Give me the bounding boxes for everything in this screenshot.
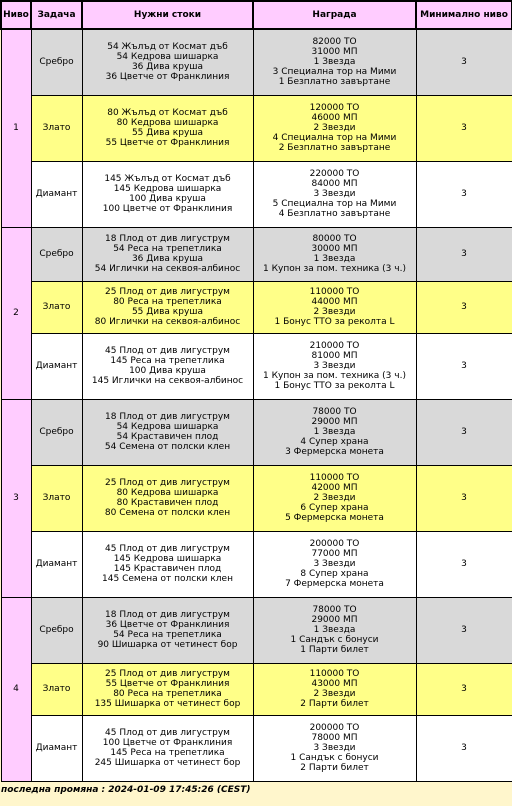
goods-line: 54 Реса на трепетлика — [113, 244, 222, 254]
goods-line: 54 Краставичен плод — [116, 432, 219, 442]
goods-line: 145 Иглички на секвоя-албинос — [91, 376, 244, 386]
goods-line: 55 Цветче от Франклиния — [105, 679, 230, 689]
reward-line: 42000 МП — [311, 483, 358, 493]
reward-cell — [253, 227, 416, 281]
task-name-cell: Сребро — [31, 399, 82, 465]
goods-line: 18 Плод от див лигуструм — [105, 412, 230, 422]
reward-cell — [253, 29, 416, 95]
goods-line: 80 Семена от полски клен — [104, 508, 231, 518]
reward-line: 3 Звезди — [313, 743, 356, 753]
reward-line: 110000 ТО — [309, 473, 360, 483]
goods-line: 36 Дива круша — [131, 254, 204, 264]
reward-line: 46000 МП — [311, 113, 358, 123]
reward-line: 4 Супер храна — [300, 437, 369, 447]
goods-cell — [82, 663, 253, 715]
task-name-cell: Сребро — [31, 227, 82, 281]
reward-line: 77000 МП — [311, 549, 358, 559]
reward-line: 7 Фермерска монета — [285, 579, 384, 589]
goods-line: 100 Цветче от Франклиния — [102, 204, 233, 214]
goods-line: 45 Плод от див лигуструм — [105, 346, 230, 356]
goods-cell — [82, 399, 253, 465]
goods-line: 80 Жълъд от Космат дъб — [107, 108, 228, 118]
reward-line: 80000 ТО — [312, 234, 357, 244]
reward-line: 78000 ТО — [312, 605, 357, 615]
reward-line: 1 Звезда — [313, 254, 356, 264]
goods-cell — [82, 227, 253, 281]
reward-line: 200000 ТО — [309, 723, 360, 733]
goods-line: 54 Жълъд от Космат дъб — [107, 42, 228, 53]
goods-line: 54 Иглички на секвоя-албинос — [94, 264, 241, 274]
goods-line: 100 Дива круша — [129, 194, 206, 204]
table-row — [1, 95, 512, 161]
task-name-cell: Злато — [31, 663, 82, 715]
reward-line: 84000 МП — [311, 179, 358, 189]
goods-line: 55 Дива круша — [131, 128, 204, 138]
goods-line: 25 Плод от див лигуструм — [105, 669, 230, 679]
goods-cell — [82, 281, 253, 333]
header-min-level: Минимално ниво — [416, 1, 512, 29]
reward-cell — [253, 531, 416, 597]
header-reward: Награда — [253, 1, 416, 29]
header-task: Задача — [31, 1, 82, 29]
reward-line: 200000 ТО — [309, 539, 360, 549]
reward-line: 43000 МП — [311, 679, 358, 689]
goods-line: 80 Реса на трепетлика — [113, 689, 222, 699]
reward-line: 6 Супер храна — [300, 503, 369, 513]
goods-cell — [82, 333, 253, 399]
task-name-cell: Сребро — [31, 29, 82, 95]
reward-line: 78000 МП — [311, 733, 358, 743]
goods-line: 90 Шишарка от четинест бор — [97, 640, 238, 650]
reward-line: 1 Парти билет — [300, 645, 369, 655]
goods-line: 36 Цветче от Франклиния — [105, 620, 230, 630]
reward-cell — [253, 281, 416, 333]
reward-line: 2 Звезди — [313, 307, 356, 317]
table-row — [1, 465, 512, 531]
goods-line: 80 Кедрова шишарка — [116, 118, 219, 128]
reward-line: 29000 МП — [311, 417, 358, 427]
goods-line: 45 Плод от див лигуструм — [105, 544, 230, 554]
table-row — [1, 715, 512, 781]
goods-line: 55 Дива круша — [131, 307, 204, 317]
reward-line: 31000 МП — [311, 47, 358, 58]
task-name-cell: Диамант — [31, 531, 82, 597]
goods-line: 145 Кедрова шишарка — [113, 554, 222, 564]
reward-cell — [253, 333, 416, 399]
level-cell: 4 — [1, 597, 31, 781]
goods-cell — [82, 29, 253, 95]
reward-line: 1 Бонус ТТО за реколта L — [274, 381, 395, 391]
task-name-cell: Сребро — [31, 597, 82, 663]
goods-line: 54 Кедрова шишарка — [116, 422, 219, 432]
reward-line: 1 Сандък с бонуси — [290, 635, 379, 645]
goods-line: 145 Кедрова шишарка — [113, 184, 222, 194]
min-level-cell: 3 — [416, 227, 512, 281]
reward-line: 29000 МП — [311, 615, 358, 625]
min-level-cell: 3 — [416, 399, 512, 465]
table-row — [1, 281, 512, 333]
goods-cell — [82, 161, 253, 227]
task-name-cell: Злато — [31, 281, 82, 333]
goods-line: 54 Реса на трепетлика — [113, 630, 222, 640]
table-row — [1, 161, 512, 227]
reward-line: 2 Звезди — [313, 493, 356, 503]
min-level-cell: 3 — [416, 161, 512, 227]
min-level-cell: 3 — [416, 597, 512, 663]
reward-line: 5 Специална тор на Мими — [272, 199, 397, 209]
level-cell: 2 — [1, 227, 31, 399]
reward-line: 44000 МП — [311, 297, 358, 307]
reward-line: 3 Звезди — [313, 559, 356, 569]
reward-line: 1 Купон за пом. техника (3 ч.) — [263, 371, 406, 381]
reward-line: 82000 ТО — [312, 37, 357, 48]
reward-line: 210000 ТО — [309, 341, 360, 351]
table-row — [1, 399, 512, 465]
table-body — [1, 29, 512, 781]
min-level-cell: 3 — [416, 29, 512, 95]
goods-line: 145 Реса на трепетлика — [110, 748, 225, 758]
goods-cell — [82, 95, 253, 161]
goods-line: 25 Плод от див лигуструм — [105, 478, 230, 488]
reward-line: 78000 ТО — [312, 407, 357, 417]
goods-cell — [82, 597, 253, 663]
reward-line: 3 Фермерска монета — [285, 447, 384, 457]
reward-cell — [253, 663, 416, 715]
min-level-cell: 3 — [416, 531, 512, 597]
reward-cell — [253, 399, 416, 465]
reward-line: 4 Безплатно завъртане — [278, 209, 391, 219]
reward-line: 1 Сандък с бонуси — [290, 753, 379, 763]
header-level: Ниво — [1, 1, 31, 29]
reward-line: 3 Звезди — [313, 361, 356, 371]
header-goods: Нужни стоки — [82, 1, 253, 29]
reward-line: 3 Специална тор на Мими — [272, 67, 397, 78]
goods-line: 100 Дива круша — [129, 366, 206, 376]
task-name-cell: Злато — [31, 95, 82, 161]
goods-line: 145 Жълъд от Космат дъб — [104, 174, 231, 184]
reward-line: 3 Звезди — [313, 189, 356, 199]
reward-line: 2 Парти билет — [300, 699, 369, 709]
min-level-cell: 3 — [416, 95, 512, 161]
goods-line: 80 Реса на трепетлика — [113, 297, 222, 307]
reward-line: 4 Специална тор на Мими — [272, 133, 397, 143]
reward-line: 1 Безплатно завъртане — [278, 77, 391, 88]
reward-line: 1 Купон за пом. техника (3 ч.) — [263, 264, 406, 274]
reward-line: 81000 МП — [311, 351, 358, 361]
goods-line: 36 Дива круша — [131, 62, 204, 73]
reward-cell — [253, 715, 416, 781]
reward-cell — [253, 161, 416, 227]
min-level-cell: 3 — [416, 281, 512, 333]
reward-cell — [253, 465, 416, 531]
goods-line: 25 Плод от див лигуструм — [105, 287, 230, 297]
reward-line: 2 Звезди — [313, 123, 356, 133]
last-modified: последна промяна : 2024-01-09 17:45:26 (CEST) — [1, 784, 251, 795]
reward-line: 2 Парти билет — [300, 763, 369, 773]
header-row — [1, 1, 512, 29]
reward-line: 2 Звезди — [313, 689, 356, 699]
table-row — [1, 531, 512, 597]
goods-cell — [82, 465, 253, 531]
reward-line: 1 Звезда — [313, 57, 356, 68]
level-cell: 3 — [1, 399, 31, 597]
goods-line: 80 Иглички на секвоя-албинос — [94, 317, 241, 327]
goods-line: 245 Шишарка от четинест бор — [94, 758, 241, 768]
goods-line: 80 Кедрова шишарка — [116, 488, 219, 498]
goods-line: 135 Шишарка от четинест бор — [94, 699, 241, 709]
goods-line: 18 Плод от див лигуструм — [105, 610, 230, 620]
table-row — [1, 227, 512, 281]
min-level-cell: 3 — [416, 715, 512, 781]
reward-line: 220000 ТО — [309, 169, 360, 179]
min-level-cell: 3 — [416, 333, 512, 399]
table-row — [1, 663, 512, 715]
reward-line: 2 Безплатно завъртане — [278, 143, 391, 153]
goods-line: 54 Кедрова шишарка — [116, 52, 219, 63]
table-row — [1, 29, 512, 95]
goods-line: 18 Плод от див лигуструм — [105, 234, 230, 244]
reward-line: 110000 ТО — [309, 287, 360, 297]
goods-line: 54 Семена от полски клен — [104, 442, 231, 452]
task-name-cell: Диамант — [31, 161, 82, 227]
table-row — [1, 333, 512, 399]
goods-line: 45 Плод от див лигуструм — [105, 728, 230, 738]
goods-line: 100 Цветче от Франклиния — [102, 738, 233, 748]
reward-line: 5 Фермерска монета — [285, 513, 384, 523]
goods-cell — [82, 715, 253, 781]
task-name-cell: Диамант — [31, 333, 82, 399]
reward-line: 110000 ТО — [309, 669, 360, 679]
reward-line: 8 Супер храна — [300, 569, 369, 579]
min-level-cell: 3 — [416, 663, 512, 715]
goods-line: 80 Краставичен плод — [116, 498, 219, 508]
task-name-cell: Злато — [31, 465, 82, 531]
reward-cell — [253, 597, 416, 663]
goods-line: 36 Цветче от Франклиния — [105, 72, 230, 83]
table-row — [1, 597, 512, 663]
goods-cell — [82, 531, 253, 597]
reward-line: 1 Звезда — [313, 625, 356, 635]
level-cell: 1 — [1, 29, 31, 227]
reward-line: 1 Звезда — [313, 427, 356, 437]
goods-line: 55 Цветче от Франклиния — [105, 138, 230, 148]
reward-line: 120000 ТО — [309, 103, 360, 113]
reward-cell — [253, 95, 416, 161]
reward-line: 1 Бонус ТТО за реколта L — [274, 317, 395, 327]
goods-line: 145 Реса на трепетлика — [110, 356, 225, 366]
goods-line: 145 Семена от полски клен — [102, 574, 233, 584]
goods-line: 145 Краставичен плод — [113, 564, 222, 574]
task-name-cell: Диамант — [31, 715, 82, 781]
reward-line: 30000 МП — [311, 244, 358, 254]
min-level-cell: 3 — [416, 465, 512, 531]
